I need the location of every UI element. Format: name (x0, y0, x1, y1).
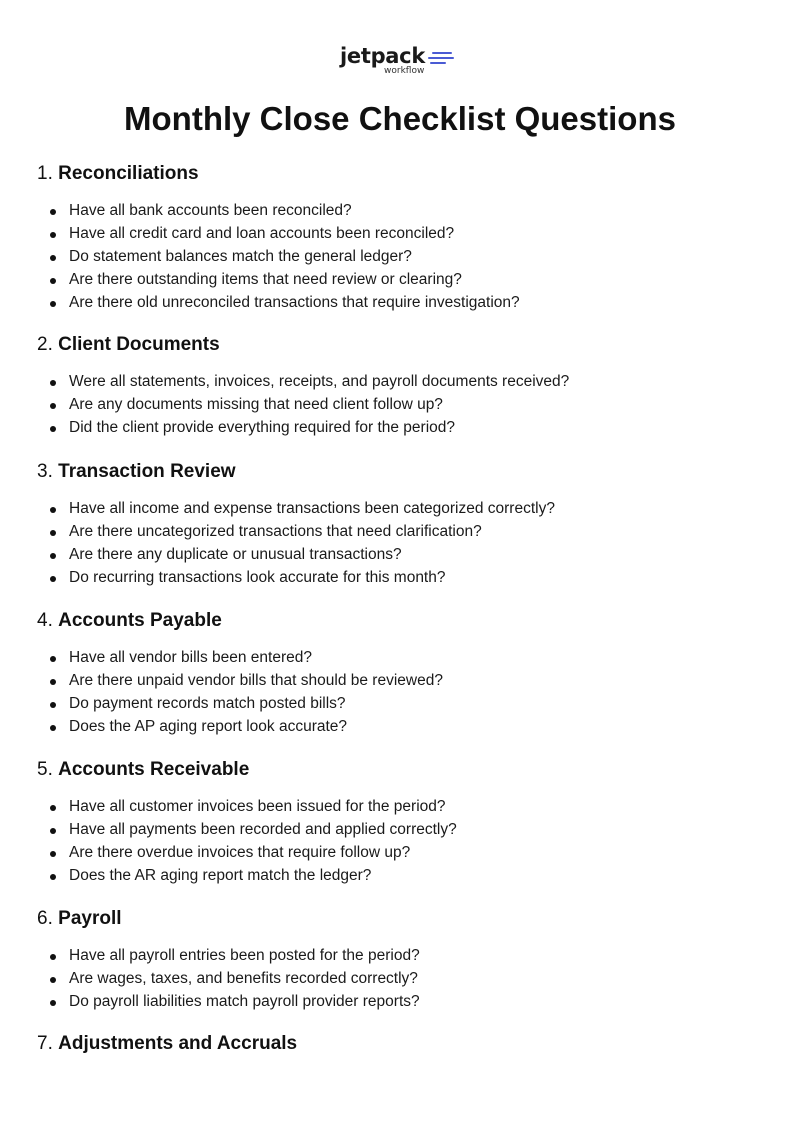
question-text: Are wages, taxes, and benefits recorded correctly? (69, 970, 418, 987)
question-text: Are there overdue invoices that require follow up? (69, 844, 411, 861)
question-text: Do recurring transactions look accurate for this month? (69, 569, 446, 586)
bullet-icon (50, 301, 56, 307)
bullet-icon (50, 828, 56, 834)
question-text: Have all vendor bills been entered? (69, 649, 312, 666)
bullet-icon (50, 874, 56, 880)
section-heading-text: Transaction Review (58, 461, 236, 482)
bullet-icon (50, 725, 56, 731)
bullet-icon (50, 656, 56, 662)
section-number: 5. (37, 759, 53, 780)
bullet-icon (50, 232, 56, 238)
question-text: Does the AR aging report match the ledger? (69, 867, 372, 884)
section-number: 3. (37, 461, 53, 482)
bullet-icon (50, 851, 56, 857)
bullet-icon (50, 1000, 56, 1006)
section-heading (37, 907, 122, 931)
bullet-icon (50, 209, 56, 215)
question-text: Have all payroll entries been posted for the period? (69, 947, 420, 964)
section-number: 6. (37, 908, 53, 929)
page-title: Monthly Close Checklist Questions (124, 100, 676, 137)
bullet-icon (50, 553, 56, 559)
speed-lines-icon (428, 52, 454, 67)
section-number: 7. (37, 1033, 53, 1054)
question-text: Did the client provide everything required for the period? (69, 419, 456, 436)
jetpack-workflow-logo (340, 44, 470, 80)
question-text: Have all income and expense transactions been categorized correctly? (69, 500, 555, 517)
section-number: 1. (37, 163, 53, 184)
bullet-icon (50, 805, 56, 811)
section-heading-text: Client Documents (58, 334, 220, 355)
bullet-icon (50, 530, 56, 536)
question-text: Does the AP aging report look accurate? (69, 718, 348, 735)
logo-subtitle: workflow (384, 66, 425, 76)
question-text: Are there old unreconciled transactions that require investigation? (69, 294, 520, 311)
bullet-icon (50, 426, 56, 432)
section-heading (37, 333, 220, 357)
question-text: Have all credit card and loan accounts been reconciled? (69, 225, 455, 242)
section-heading (37, 162, 199, 186)
question-text: Are there uncategorized transactions that need clarification? (69, 523, 482, 540)
bullet-icon (50, 380, 56, 386)
section-heading-text: Adjustments and Accruals (58, 1033, 298, 1054)
section-heading-text: Accounts Payable (58, 610, 222, 631)
question-text: Have all customer invoices been issued for the period? (69, 798, 446, 815)
section-heading-text: Payroll (58, 908, 122, 929)
bullet-icon (50, 576, 56, 582)
section-heading-text: Reconciliations (58, 163, 199, 184)
question-text: Have all payments been recorded and applied correctly? (69, 821, 457, 838)
bullet-icon (50, 954, 56, 960)
section-heading (37, 758, 249, 782)
bullet-icon (50, 702, 56, 708)
section-heading (37, 1032, 297, 1056)
bullet-icon (50, 403, 56, 409)
section-heading (37, 609, 222, 633)
question-text: Do payroll liabilities match payroll provider reports? (69, 993, 420, 1010)
question-text: Are any documents missing that need client follow up? (69, 396, 443, 413)
bullet-icon (50, 507, 56, 513)
logo-wordmark: jetpack (340, 44, 425, 68)
bullet-icon (50, 679, 56, 685)
question-text: Do statement balances match the general ledger? (69, 248, 412, 265)
question-text: Do payment records match posted bills? (69, 695, 346, 712)
question-text: Were all statements, invoices, receipts, and payroll documents received? (69, 373, 570, 390)
bullet-icon (50, 977, 56, 983)
section-number: 2. (37, 334, 53, 355)
bullet-icon (50, 278, 56, 284)
bullet-icon (50, 255, 56, 261)
section-heading (37, 460, 236, 484)
question-text: Have all bank accounts been reconciled? (69, 202, 352, 219)
section-heading-text: Accounts Receivable (58, 759, 250, 780)
question-text: Are there outstanding items that need review or clearing? (69, 271, 462, 288)
question-text: Are there unpaid vendor bills that should be reviewed? (69, 672, 443, 689)
question-text: Are there any duplicate or unusual transactions? (69, 546, 402, 563)
section-number: 4. (37, 610, 53, 631)
